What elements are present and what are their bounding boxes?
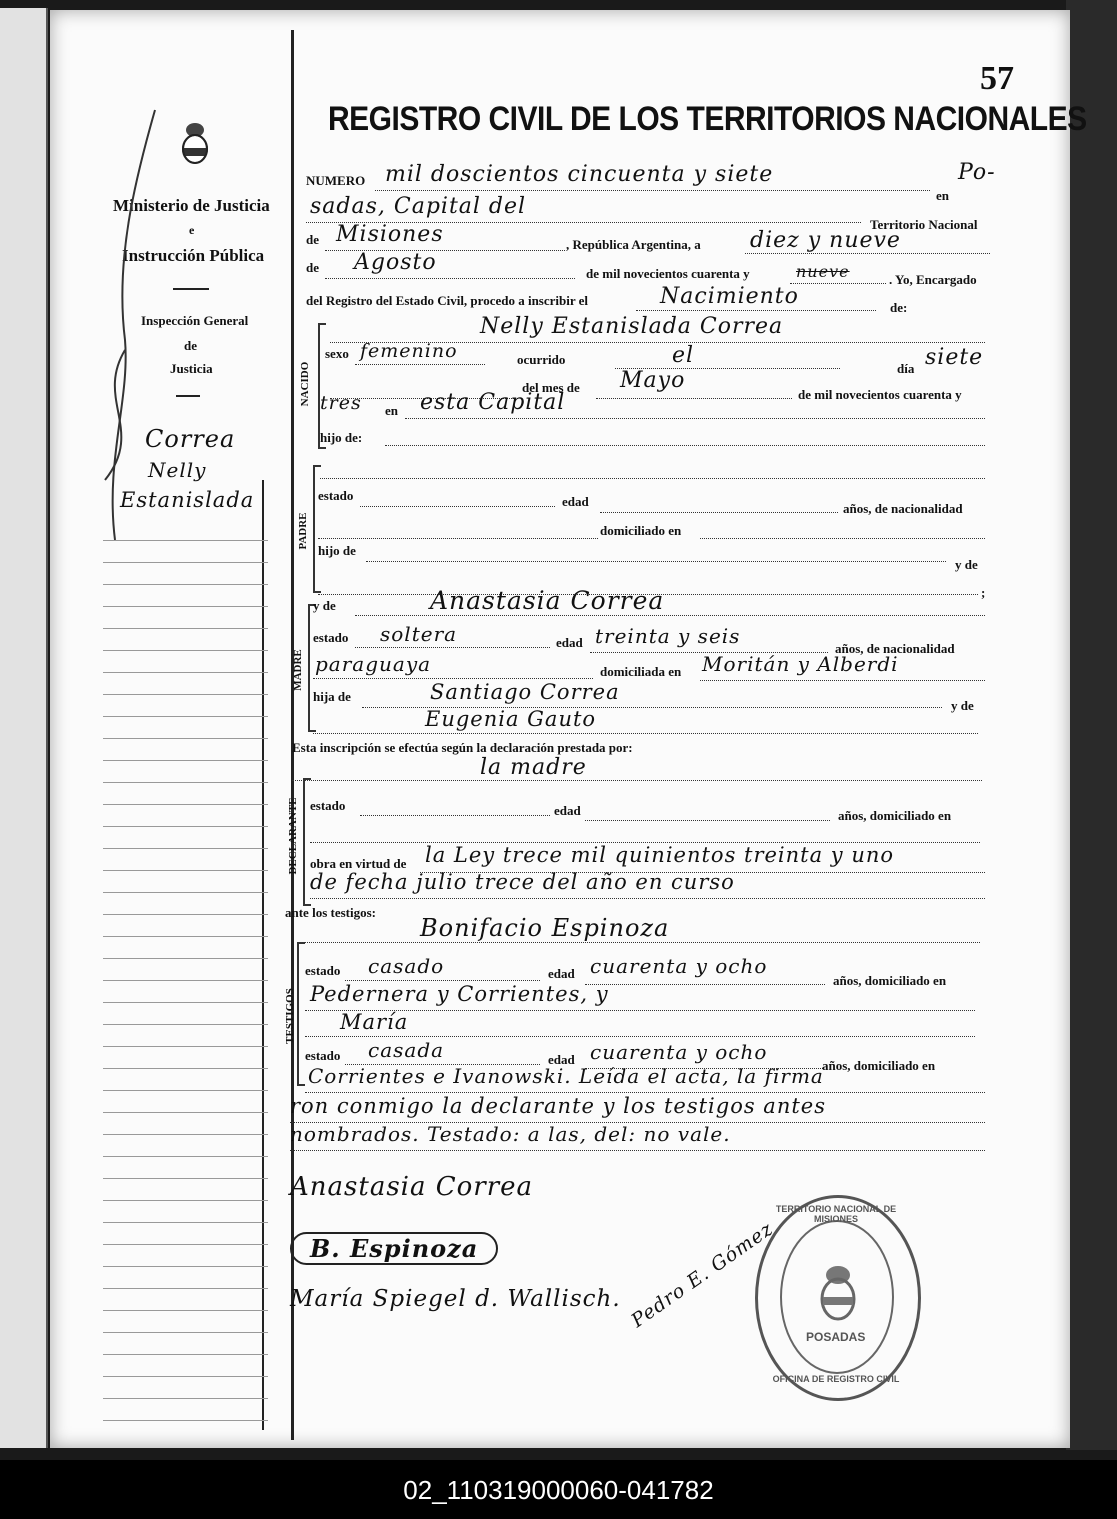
ministry-line2: Instrucción Pública	[122, 246, 265, 265]
value-lugar: Po-	[958, 160, 996, 185]
inspection-line2: de	[184, 338, 197, 353]
value-testigo1: Bonifacio Espinoza	[420, 914, 670, 942]
value-anio-nac: tres	[320, 392, 362, 414]
label-madre-domiciliada: domiciliada en	[600, 664, 682, 679]
page-title: REGISTRO CIVIL DE LOS TERRITORIOS NACIONALES	[328, 100, 1087, 138]
margin-annotation-scribble	[85, 100, 175, 560]
label-de-1: de	[306, 232, 319, 247]
section-padre: PADRE	[297, 512, 309, 550]
value-t1-edad: cuarenta y ocho	[590, 954, 768, 978]
label-padre-y-de: y de	[955, 557, 978, 572]
value-lugar-2: sadas, Capital del	[310, 194, 527, 219]
label-padre-hijo: hijo de	[318, 543, 356, 558]
label-semicolon: ;	[981, 585, 986, 600]
label-yo-encargado: . Yo, Encargado	[889, 272, 977, 287]
margin-name-second: Estanislada	[120, 488, 255, 512]
label-territorio-nacional: Territorio Nacional	[870, 217, 978, 232]
label-declarante-estado: estado	[310, 798, 346, 813]
signature-testigo1: B. Espinoza	[290, 1232, 498, 1265]
value-testigo2: María	[340, 1010, 409, 1034]
value-declarante: la madre	[480, 755, 587, 780]
section-nacido: NACIDO	[299, 361, 311, 407]
stamp-crest-icon	[816, 1263, 860, 1323]
label-ocurrido: ocurrido	[517, 352, 566, 367]
label-declarante-edad: edad	[554, 803, 581, 818]
value-cierre-2: ron conmigo la declarante y los testigos antes	[290, 1094, 826, 1118]
label-de-mil-nov: de mil novecientos cuarenta y	[798, 387, 962, 402]
value-madre-estado: soltera	[380, 622, 458, 646]
signature-encargado: Pedro E. Gómez	[627, 1217, 778, 1332]
left-page-edge	[0, 8, 48, 1448]
value-nombre: Nelly Estanislada Correa	[480, 314, 784, 339]
label-y-de-madre: y de	[313, 598, 336, 613]
value-acto: Nacimiento	[660, 284, 799, 309]
section-declarante: DECLARANTE	[287, 797, 299, 875]
label-esta-inscripcion: Esta inscripción se efectúa según la declaración prestada por:	[292, 740, 633, 755]
value-territorio: Misiones	[336, 222, 444, 247]
signature-madre: Anastasia Correa	[290, 1172, 534, 1202]
label-de-colon: de:	[890, 300, 908, 315]
testigos-bracket	[297, 942, 305, 1086]
label-mil-novecientos: de mil novecientos cuarenta y	[586, 266, 750, 281]
label-obra-en-virtud: obra en virtud de	[310, 856, 407, 871]
label-madre-nacionalidad: años, de nacionalidad	[835, 641, 955, 656]
stamp-text-bottom: OFICINA DE REGISTRO CIVIL	[772, 1374, 900, 1384]
value-madre-edad: treinta y seis	[595, 624, 741, 648]
coat-of-arms-icon	[180, 120, 210, 166]
label-testigo1-estado: estado	[305, 963, 341, 978]
value-t1-domicilio: Pedernera y Corrientes, y	[310, 982, 609, 1006]
label-en-lugar: en	[385, 403, 398, 418]
value-madre-nacionalidad: paraguaya	[315, 652, 432, 676]
value-lugar-nac: esta Capital	[420, 390, 566, 415]
ministry-conj: e	[189, 223, 195, 237]
label-testigo1-edad: edad	[548, 966, 575, 981]
value-anio: nueve	[796, 262, 850, 281]
label-testigo1-domiciliado: años, domiciliado en	[833, 973, 947, 988]
value-t2-estado: casada	[368, 1038, 445, 1062]
official-stamp	[755, 1195, 921, 1401]
sidebar-divider-2	[176, 395, 200, 397]
label-del-registro: del Registro del Estado Civil, procedo a inscribir el	[306, 293, 589, 308]
label-ante-testigos: ante los testigos:	[285, 905, 376, 920]
value-cierre-1: Corrientes e Ivanowski. Leída el acta, la firma	[308, 1064, 824, 1088]
value-mes: Mayo	[620, 368, 686, 393]
value-ley-line1: la Ley trece mil quinientos treinta y uno	[425, 843, 895, 867]
value-madre-nombre: Anastasia Correa	[430, 586, 665, 615]
value-fecha-mes: Agosto	[354, 250, 437, 275]
label-testigo2-edad: edad	[548, 1052, 575, 1067]
value-t1-estado: casado	[368, 954, 445, 978]
value-numero: mil doscientos cincuenta y siete	[385, 162, 774, 187]
value-madre-padre: Santiago Correa	[430, 680, 620, 704]
inspection-line3: Justicia	[170, 361, 213, 376]
section-madre: MADRE	[292, 649, 304, 691]
stamp-text-top: TERRITORIO NACIONAL DE MISIONES	[775, 1204, 897, 1224]
label-madre-estado: estado	[313, 630, 349, 645]
margin-name-surname: Correa	[145, 425, 236, 453]
label-madre-edad: edad	[556, 635, 583, 650]
margin-line	[291, 30, 294, 1440]
value-ley-line2: de fecha julio trece del año en curso	[310, 870, 735, 894]
section-testigos: TESTIGOS	[284, 988, 296, 1044]
label-de-2: de	[306, 260, 319, 275]
value-fecha-dia: diez y nueve	[750, 228, 901, 253]
value-hora: el	[672, 343, 695, 368]
label-declarante-domiciliado: años, domiciliado en	[838, 808, 952, 823]
page-number: 57	[980, 60, 1014, 97]
document-code: 02_110319000060-041782	[0, 1462, 1117, 1519]
signature-testigo2: María Spiegel d. Wallisch.	[290, 1286, 621, 1312]
label-testigo2-domiciliado: años, domiciliado en	[822, 1058, 936, 1073]
margin-name-first: Nelly	[148, 458, 207, 482]
padre-bracket	[313, 465, 321, 593]
label-dia: día	[897, 361, 915, 376]
label-padre-domiciliado: domiciliado en	[600, 523, 682, 538]
value-sexo: femenino	[360, 340, 458, 362]
label-del-mes: del mes de	[522, 380, 580, 395]
sidebar-divider	[173, 288, 209, 290]
value-madre-madre: Eugenia Gauto	[425, 707, 597, 731]
label-padre-estado: estado	[318, 488, 354, 503]
label-sexo: sexo	[325, 346, 349, 361]
label-padre-nacionalidad: años, de nacionalidad	[843, 501, 963, 516]
value-madre-domicilio: Moritán y Alberdi	[702, 652, 899, 676]
label-numero: NUMERO	[306, 173, 366, 188]
value-cierre-3: nombrados. Testado: a las, del: no vale.	[290, 1122, 731, 1146]
label-madre-y-de: y de	[951, 698, 974, 713]
label-testigo2-estado: estado	[305, 1048, 341, 1063]
value-dia: siete	[925, 345, 984, 370]
value-t2-edad: cuarenta y ocho	[590, 1040, 768, 1064]
inspection-line1: Inspección General	[141, 313, 249, 328]
ministry-line1: Ministerio de Justicia	[113, 196, 270, 215]
label-hijo-de: hijo de:	[320, 430, 363, 445]
stamp-text-center: POSADAS	[806, 1330, 866, 1344]
label-padre-edad: edad	[562, 494, 589, 509]
book-spine	[1066, 0, 1117, 1450]
label-madre-hija: hija de	[313, 689, 351, 704]
label-republica: , República Argentina, a	[566, 237, 701, 252]
label-en: en	[936, 188, 949, 203]
